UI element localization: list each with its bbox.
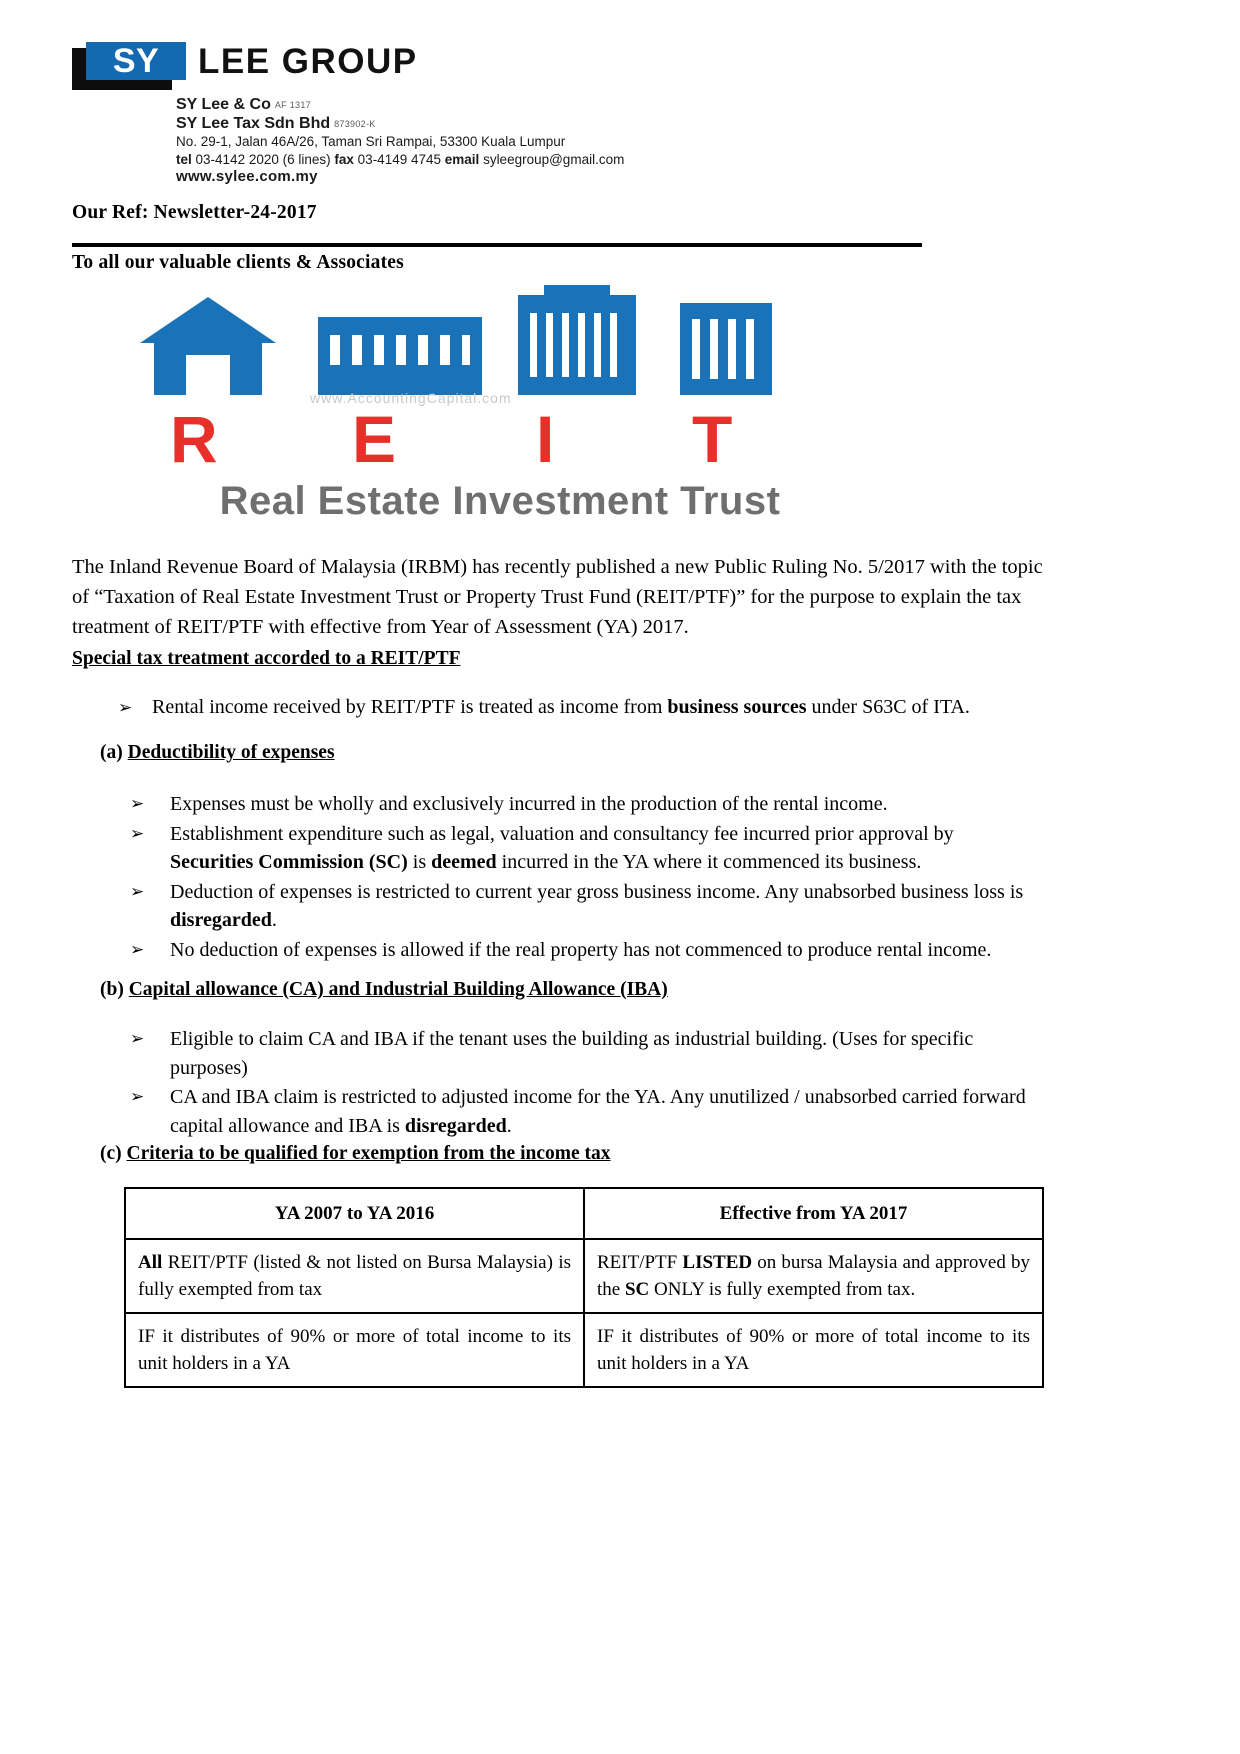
- arrow-bullet-icon: ➢: [130, 1087, 145, 1107]
- table-row: [125, 1313, 1043, 1387]
- bullet-rental-pre: Rental income received by REIT/PTF is treated as income from: [152, 696, 668, 718]
- plain-text: is: [407, 851, 432, 873]
- arrow-bullet-icon: ➢: [118, 698, 133, 718]
- arrow-bullet-icon: ➢: [130, 939, 145, 960]
- our-ref-line: Our Ref: Newsletter-24-2017: [72, 202, 317, 223]
- firm-name-2-line: [176, 115, 1072, 134]
- letterhead-logo-row: [72, 42, 1072, 94]
- table-cell-effective-2017: [584, 1239, 1043, 1313]
- bullet-list-a: [130, 790, 1035, 965]
- emphasis-text: SC: [624, 1279, 650, 1300]
- subsection-c-label: (c): [100, 1143, 122, 1164]
- bullet-item: [130, 790, 1035, 819]
- plain-text: No deduction of expenses is allowed if the real property has not commenced to produce rental income.: [170, 938, 992, 961]
- reit-banner-graphic: [100, 290, 900, 523]
- plain-text: REIT/PTF (listed & not listed on Bursa Malaysia) is fully exempted from tax: [138, 1252, 571, 1300]
- company-group-name: LEE GROUP: [198, 42, 418, 81]
- bullet-item: [130, 1083, 1035, 1140]
- reit-acronym: [140, 403, 860, 477]
- table-head: [125, 1188, 1043, 1239]
- reit-letter-i: I: [536, 402, 555, 476]
- reit-letter-r: R: [170, 402, 218, 476]
- logo-sy-badge: SY: [86, 42, 186, 80]
- emphasis-text: disregarded: [404, 1114, 507, 1137]
- plain-text: Eligible to claim CA and IBA if the tenant uses the building as industrial building. (Uses for specific purposes): [170, 1028, 974, 1079]
- salutation-line: To all our valuable clients & Associates: [72, 252, 404, 273]
- emphasis-text: deemed: [431, 851, 497, 873]
- bullet-list-b: [130, 1025, 1035, 1141]
- subsection-heading-b: [100, 979, 668, 1001]
- tower-antenna-base: [544, 285, 610, 295]
- letterhead-details: [176, 96, 1072, 186]
- subsection-heading-c: [100, 1143, 611, 1165]
- office-roof: [318, 317, 482, 325]
- plain-text: Establishment expenditure such as legal, valuation and consultancy fee incurred prior approval by: [170, 822, 954, 845]
- plain-text: .: [271, 909, 277, 931]
- section-heading-special-tax: Special tax treatment accorded to a REIT/PTF: [72, 648, 461, 669]
- bullet-text: [170, 1025, 1035, 1082]
- arrow-bullet-icon: ➢: [130, 794, 145, 814]
- bullet-rental-income: [118, 693, 1048, 723]
- tel-value: 03-4142 2020 (6 lines): [195, 151, 331, 167]
- fax-value: 03-4149 4745: [357, 151, 441, 167]
- table-header-effective-2017: Effective from YA 2017: [584, 1188, 1043, 1239]
- highrise-windows: [692, 319, 760, 379]
- bullet-item: [130, 820, 1035, 877]
- fax-label: fax: [334, 151, 354, 167]
- plain-text: IF it distributes of 90% or more of total income to its unit holders in a YA: [138, 1326, 571, 1374]
- arrow-bullet-icon: ➢: [130, 881, 145, 902]
- arrow-bullet-icon: ➢: [130, 823, 145, 844]
- plain-text: ONLY is fully exempted from tax.: [649, 1279, 916, 1300]
- reit-building-icons: [140, 290, 800, 395]
- emphasis-text: LISTED: [682, 1252, 753, 1273]
- subsection-b-title: Capital allowance (CA) and Industrial Building Allowance (IBA): [128, 979, 668, 1000]
- bullet-text: [170, 790, 1035, 819]
- subsection-b-label: (b): [100, 979, 124, 1000]
- bullet-item: [130, 878, 1035, 935]
- tower-windows: [530, 313, 624, 377]
- bullet-rental-bold: business sources: [667, 696, 807, 718]
- office-address: No. 29-1, Jalan 46A/26, Taman Sri Rampai, 53300 Kuala Lumpur: [176, 134, 566, 149]
- image-watermark: www.AccountingCapital.com: [310, 390, 512, 406]
- firm-name-1: SY Lee & Co: [176, 96, 271, 113]
- table-row: [125, 1239, 1043, 1313]
- bullet-text: [170, 1083, 1035, 1140]
- emphasis-text: disregarded: [170, 909, 272, 931]
- table-cell-effective-2017: [584, 1313, 1043, 1387]
- email-label: email: [444, 151, 480, 167]
- plain-text: REIT/PTF: [597, 1252, 683, 1273]
- sy-lee-logo-icon: [72, 42, 188, 90]
- subsection-heading-a: [100, 742, 335, 764]
- plain-text: CA and IBA claim is restricted to adjusted income for the YA. Any unutilized / unabsorbed carried forward capital allowance and IBA is: [170, 1086, 1026, 1137]
- table-header-ya-2007-2016: YA 2007 to YA 2016: [125, 1188, 584, 1239]
- intro-paragraph: The Inland Revenue Board of Malaysia (IRBM) has recently published a new Public Ruling No. 5/2017 with the topic of “Taxation of Real Estate Investment Trust or Property Trust Fund (REIT/PTF)” for the purpose to explain the tax treatment of REIT/PTF with effective from Year of Assessment (YA) 2017.: [72, 556, 1043, 638]
- tel-label: tel: [176, 151, 192, 167]
- plain-text: Deduction of expenses is restricted to current year gross business income. Any unabsorbed business loss is: [170, 880, 1024, 903]
- exemption-criteria-table: [124, 1187, 1044, 1388]
- arrow-bullet-icon: ➢: [130, 1029, 145, 1049]
- header-divider: [72, 243, 922, 247]
- table-header-row: [125, 1188, 1043, 1239]
- office-windows: [330, 335, 470, 365]
- subsection-a-label: (a): [100, 742, 123, 763]
- emphasis-text: Securities Commission (SC): [170, 851, 408, 873]
- contact-line: [176, 151, 1072, 169]
- bullet-rental-post: under S63C of ITA.: [806, 696, 970, 718]
- reit-letter-t: T: [692, 402, 733, 476]
- letterhead: [72, 42, 1072, 186]
- bullet-text: [170, 936, 1035, 965]
- table-body: [125, 1239, 1043, 1387]
- plain-text: on bursa Malaysia and approved by the: [597, 1252, 1030, 1300]
- plain-text: IF it distributes of 90% or more of total income to its unit holders in a YA: [597, 1326, 1030, 1374]
- website-url[interactable]: www.sylee.com.my: [176, 168, 318, 185]
- firm-reg-2: 873902-K: [334, 118, 376, 129]
- bullet-item: [130, 1025, 1035, 1082]
- reit-subtitle: Real Estate Investment Trust: [219, 479, 781, 523]
- table-cell-ya-2007-2016: [125, 1239, 584, 1313]
- table-cell-ya-2007-2016: [125, 1313, 584, 1387]
- bullet-text: [170, 820, 1035, 877]
- emphasis-text: All: [138, 1252, 163, 1273]
- bullet-text: [170, 878, 1035, 935]
- plain-text: .: [506, 1114, 512, 1137]
- reit-letter-e: E: [352, 402, 397, 476]
- plain-text: Expenses must be wholly and exclusively incurred in the production of the rental income.: [170, 793, 888, 815]
- subsection-c-title: Criteria to be qualified for exemption from the income tax: [126, 1143, 611, 1164]
- email-value: syleegroup@gmail.com: [483, 151, 625, 167]
- subsection-a-title: Deductibility of expenses: [127, 742, 335, 763]
- plain-text: incurred in the YA where it commenced its business.: [496, 851, 922, 873]
- bullet-item: [130, 936, 1035, 965]
- firm-name-2: SY Lee Tax Sdn Bhd: [176, 114, 331, 132]
- firm-name-1-line: [176, 96, 1072, 115]
- firm-reg-1: AF 1317: [274, 100, 311, 110]
